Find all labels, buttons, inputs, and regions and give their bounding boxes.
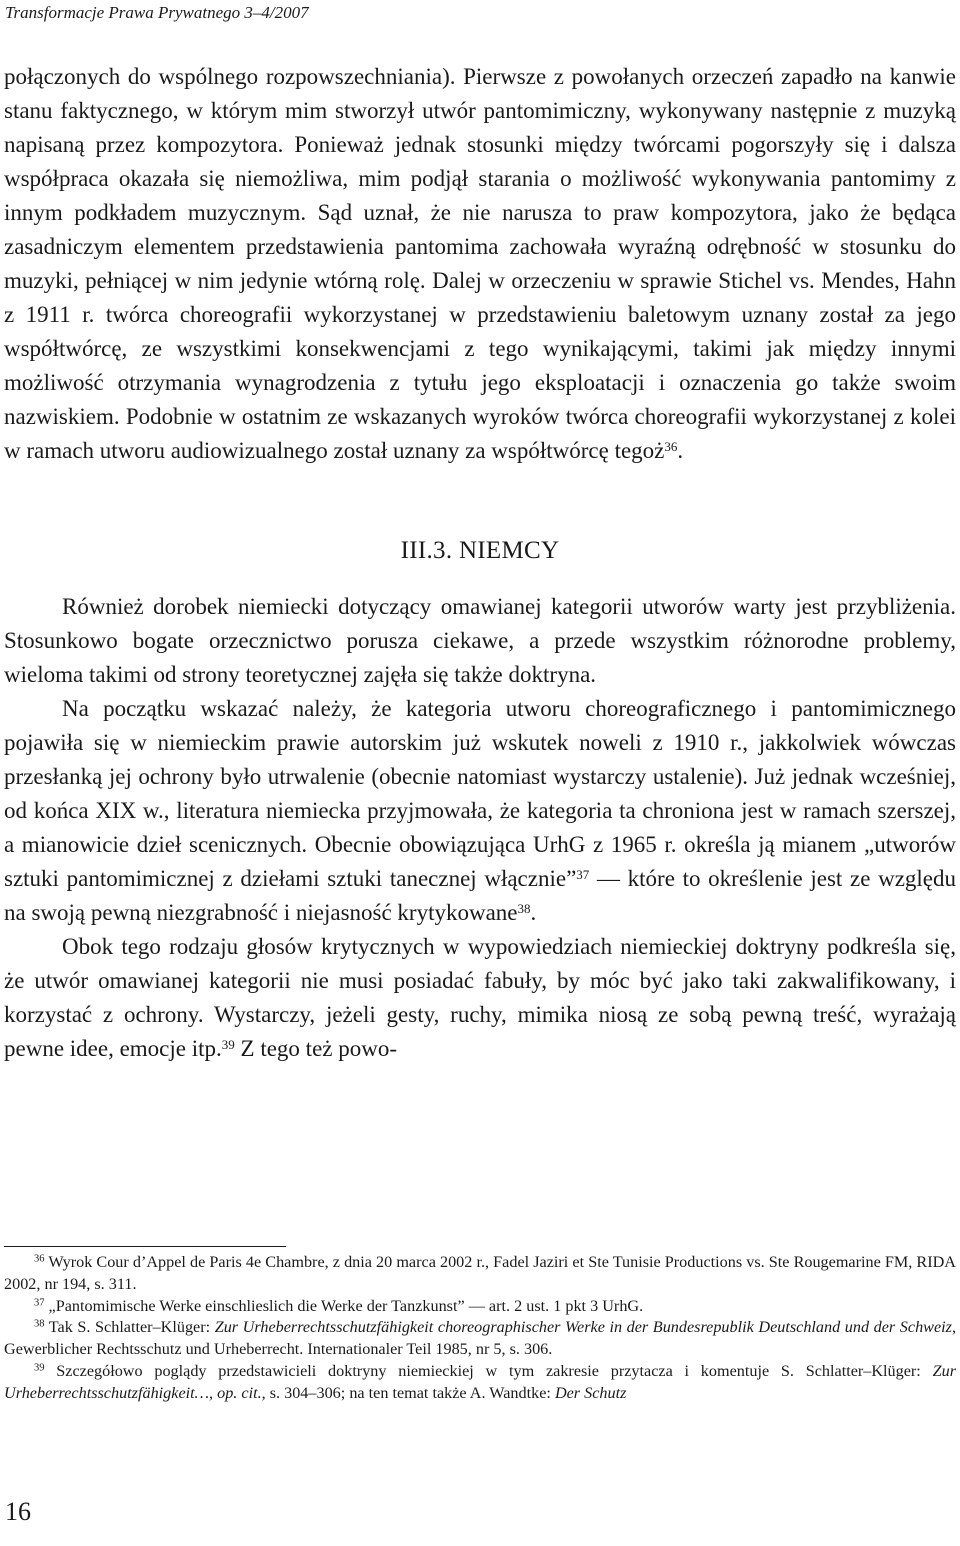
- main-text: [4, 60, 956, 1066]
- footnote-number: 39: [34, 1362, 45, 1374]
- footnote-37: $^{37}$ „Pantomimische Werke einschlieslich die Werke der Tanzkunst” — art. 2 ust. 1 pkt 3 UrhG.: [34, 1296, 644, 1315]
- work-title: Der Schutz: [554, 1383, 627, 1402]
- footnote-number: 37: [34, 1297, 45, 1309]
- footnote-36: $^{36}$ Wyrok Cour d’Appel de Paris 4e Chambre, z dnia 20 marca 2002 r., Fadel Jaziri et Ste Tunisie Productions vs. Ste Rougemarine FM, RIDA 2002, nr 194, s. 311.: [4, 1253, 956, 1293]
- paragraph-3: Na początku wskazać należy, że kategoria utworu choreograficznego i pantomimicznego pojawiła się w niemieckim prawie autorskim już wskutek noweli z 1910 r., jakkolwiek wówczas przesłanką jej ochrony było utrwalenie (obecnie natomiast wystarczy ustalenie). Już jednak wcześniej, od końca XIX w., literatura niemiecka przyjmowała, że kategoria ta chroniona jest w ramach szerszej, a mianowicie dzieł scenicznych. Obecnie obowiązująca UrhG z 1965 r. określa ją mianem „utworów sztuki pantomimicznej z dziełami sztuki tanecznej włącznie”$^{37}$ — które to określenie jest ze względu na swoją pewną niezgrabność i niejasność krytykowane$^{38}$.: [4, 696, 956, 925]
- paragraph-4: Obok tego rodzaju głosów krytycznych w wypowiedziach niemieckiej doktryny podkreśla się, że utwór omawianej kategorii nie musi posiadać fabuły, by móc być jako taki zakwalifikowany, i korzystać z ochrony. Wystarczy, jeżeli gesty, ruchy, mimika niosą ze sobą pewną treść, wyrażają pewne idee, emocje itp.$^{39}$ Z tego też powo-: [4, 934, 956, 1061]
- footnote-ref-38[interactable]: 38: [517, 900, 531, 916]
- page-number: 16: [5, 1497, 31, 1526]
- footnote-39: $^{39}$ Szczegółowo poglądy przedstawicieli doktryny niemieckiej w tym zakresie przytacza i komentuje S. Schlatter–Klüger: Zur Urheberrechtsschutzfähigkeit…, op. cit., s. 304–306; na ten temat także A. Wandtke: Der Schutz: [4, 1361, 956, 1402]
- footnote-number: 38: [34, 1318, 45, 1330]
- paragraph-2: Również dorobek niemiecki dotyczący omawianej kategorii utworów warty jest przybliżenia. Stosunkowo bogate orzecznictwo porusza ciekawe, a przede wszystkim różnorodne problemy, wieloma takimi od strony teoretycznej zajęła się także doktryna.: [4, 594, 956, 687]
- footnote-38: $^{38}$ Tak S. Schlatter–Klüger: Zur Urheberrechtsschutzfähigkeit choreographischer Werke in der Bundesrepublik Deutschland und der Schweiz, Gewerblicher Rechtsschutz und Urheberrecht. Internationaler Teil 1985, nr 5, s. 306.: [4, 1318, 957, 1359]
- footnote-ref-36[interactable]: 36: [664, 438, 678, 454]
- running-title: Transformacje Prawa Prywatnego 3–4/2007: [5, 3, 309, 22]
- work-title: Zur Urheberrechtsschutzfähigkeit choreographischer Werke in der Bundesrepublik Deutschland und der Schweiz: [214, 1318, 952, 1337]
- paragraph-1: połączonych do wspólnego rozpowszechniania). Pierwsze z powołanych orzeczeń zapadło na kanwie stanu faktycznego, w którym mim stworzył utwór pantomimiczny, wykonywany następnie z muzyką napisaną przez kompozytora. Ponieważ jednak stosunki między twórcami pogorszyły się i dalsza współpraca okazała się niemożliwa, mim podjął starania o możliwość wykonywania pantomimy z innym podkładem muzycznym. Sąd uznał, że nie narusza to praw kompozytora, jako że będąca zasadniczym elementem przedstawienia pantomima zachowała wyraźną odrębność w stosunku do muzyki, pełniącej w nim jedynie wtórną rolę. Dalej w orzeczeniu w sprawie Stichel vs. Mendes, Hahn z 1911 r. twórca choreografii wykorzystanej w przedstawieniu baletowym uznany został za jego współtwórcę, ze wszystkimi konsekwencjami z tego wynikającymi, takimi jak między innymi możliwość otrzymania wynagrodzenia z tytułu jego eksploatacji i oznaczenia go także swoim nazwiskiem. Podobnie w ostatnim ze wskazanych wyroków twórca choreografii wykorzystanej z kolei w ramach utworu audiowizualnego został uznany za współtwórcę tegoż$^{36}$.: [4, 64, 956, 463]
- section-title: III.3. NIEMCY: [400, 537, 560, 564]
- footnote-ref-39[interactable]: 39: [221, 1036, 235, 1052]
- footnotes: [4, 1252, 956, 1405]
- footnote-separator: [4, 1246, 286, 1247]
- footnote-number: 36: [34, 1253, 45, 1265]
- citation-abbrev: op. cit.: [217, 1383, 262, 1402]
- footnote-ref-37[interactable]: 37: [576, 866, 590, 882]
- work-title: Zur Urheberrechtsschutzfähigkeit…: [4, 1361, 956, 1402]
